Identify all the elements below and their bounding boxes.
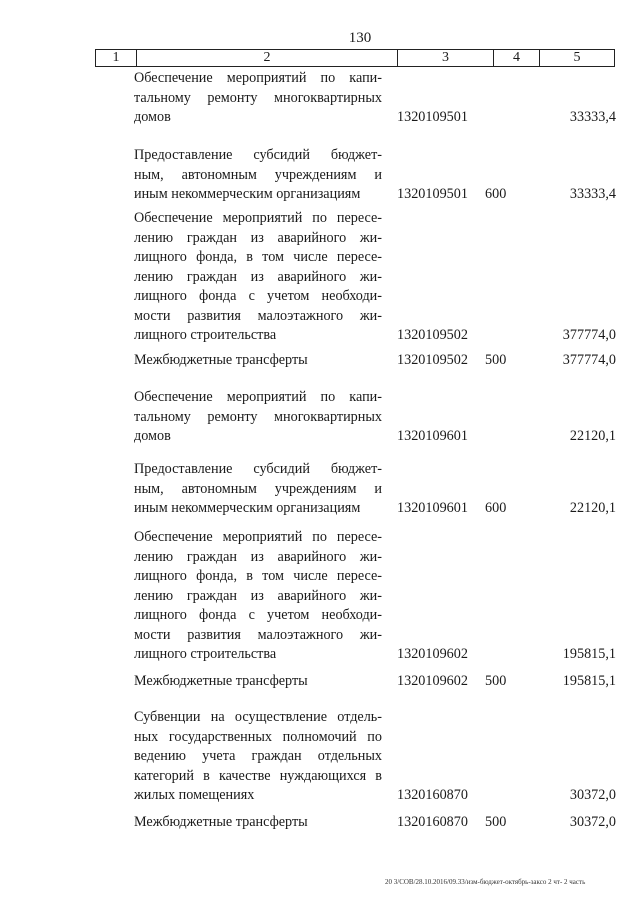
row-code: 1320109502 bbox=[397, 352, 468, 368]
row-description bbox=[134, 388, 382, 447]
header-col-5: 5 bbox=[573, 50, 581, 65]
description-line: домов bbox=[134, 109, 171, 125]
description-line: Субвенции на осуществление отдель- bbox=[134, 709, 382, 725]
row-code: 1320109501 bbox=[397, 186, 468, 202]
description-line: категорий в качестве нуждающихся в bbox=[134, 767, 382, 784]
row-amount: 195815,1 bbox=[562, 646, 616, 662]
row-amount: 377774,0 bbox=[562, 352, 616, 368]
description-line: тальному ремонту многоквартирных bbox=[134, 408, 382, 425]
description-line: лищного строительства bbox=[134, 646, 277, 662]
description-line: Обеспечение мероприятий по пересе- bbox=[134, 529, 382, 545]
row-description bbox=[134, 460, 382, 519]
row-amount: 30372,0 bbox=[569, 787, 616, 803]
description-line: ведению учета граждан отдельных bbox=[134, 748, 382, 764]
description-line: ным, автономным учреждениям и bbox=[134, 480, 382, 497]
row-description bbox=[134, 351, 382, 371]
description-line: тальному ремонту многоквартирных bbox=[134, 89, 382, 106]
row-type: 600 bbox=[485, 500, 507, 516]
description-line: лению граждан из аварийного жи- bbox=[134, 548, 382, 565]
header-col-1: 1 bbox=[96, 50, 137, 66]
row-description bbox=[134, 813, 382, 833]
description-line: Обеспечение мероприятий по капи- bbox=[134, 389, 382, 405]
description-line: лению граждан из аварийного жи- bbox=[134, 268, 382, 285]
description-line: лищного фонда с учетом необходи- bbox=[134, 288, 382, 304]
row-amount: 22120,1 bbox=[569, 428, 616, 444]
description-line: лищного фонда, в том числе пересе- bbox=[134, 249, 382, 265]
row-code: 1320109502 bbox=[397, 327, 468, 343]
row-amount: 33333,4 bbox=[569, 186, 616, 202]
description-line: ным, автономным учреждениям и bbox=[134, 166, 382, 183]
description-line: Межбюджетные трансферты bbox=[134, 352, 308, 368]
row-description bbox=[134, 146, 382, 205]
description-line: лищного фонда с учетом необходи- bbox=[134, 607, 382, 623]
row-description bbox=[134, 528, 382, 665]
row-description bbox=[134, 69, 382, 128]
description-line: иным некоммерческим организациям bbox=[134, 186, 361, 202]
description-line: Обеспечение мероприятий по капи- bbox=[134, 70, 382, 86]
description-line: ных государственных полномочий по bbox=[134, 728, 382, 745]
description-line: домов bbox=[134, 428, 171, 444]
description-line: Межбюджетные трансферты bbox=[134, 814, 308, 830]
description-line: Обеспечение мероприятий по пересе- bbox=[134, 210, 382, 226]
row-type: 500 bbox=[485, 814, 507, 830]
row-code: 1320109501 bbox=[397, 109, 468, 125]
row-code: 1320109601 bbox=[397, 428, 468, 444]
description-line: лищного строительства bbox=[134, 327, 277, 343]
row-amount: 195815,1 bbox=[562, 673, 616, 689]
row-type: 500 bbox=[485, 673, 507, 689]
row-code: 1320109602 bbox=[397, 673, 468, 689]
page-number: 130 bbox=[348, 30, 372, 46]
row-code: 1320109601 bbox=[397, 500, 468, 516]
description-line: иным некоммерческим организациям bbox=[134, 500, 361, 516]
row-description bbox=[134, 209, 382, 346]
description-line: жилых помещениях bbox=[134, 787, 255, 803]
row-code: 1320160870 bbox=[397, 814, 468, 830]
row-type: 500 bbox=[485, 352, 507, 368]
description-line: лению граждан из аварийного жи- bbox=[134, 587, 382, 604]
row-description bbox=[134, 708, 382, 806]
header-col-2: 2 bbox=[137, 50, 398, 66]
row-amount: 30372,0 bbox=[569, 814, 616, 830]
row-description bbox=[134, 672, 382, 692]
row-amount: 33333,4 bbox=[569, 109, 616, 125]
document-footer: 20 3/СОВ/28.10.2016/09.33/изм-бюджет-октябрь-заксо 2 чт- 2 часть bbox=[385, 878, 586, 886]
description-line: лищного фонда, в том числе пересе- bbox=[134, 568, 382, 584]
description-line: мости развития малоэтажного жи- bbox=[134, 307, 382, 324]
row-type: 600 bbox=[485, 186, 507, 202]
description-line: Межбюджетные трансферты bbox=[134, 673, 308, 689]
row-code: 1320160870 bbox=[397, 787, 468, 803]
description-line: мости развития малоэтажного жи- bbox=[134, 626, 382, 643]
header-col-3: 3 bbox=[398, 50, 494, 66]
description-line: Предоставление субсидий бюджет- bbox=[134, 147, 382, 163]
description-line: Предоставление субсидий бюджет- bbox=[134, 461, 382, 477]
table-header bbox=[95, 49, 615, 67]
row-code: 1320109602 bbox=[397, 646, 468, 662]
row-amount: 22120,1 bbox=[569, 500, 616, 516]
row-amount: 377774,0 bbox=[562, 327, 616, 343]
header-col-4: 4 bbox=[494, 50, 540, 66]
description-line: лению граждан из аварийного жи- bbox=[134, 229, 382, 246]
